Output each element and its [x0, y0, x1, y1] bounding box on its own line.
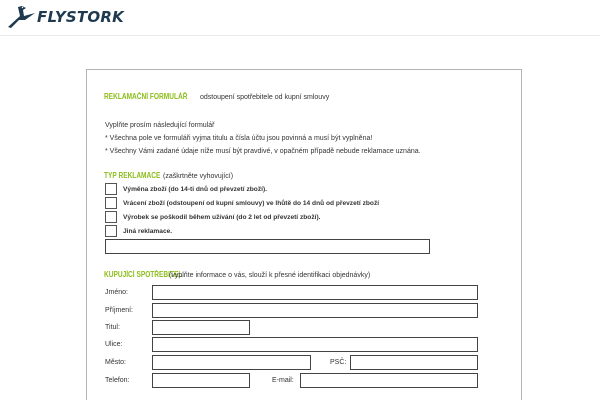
- email-label: E-mail:: [272, 377, 294, 384]
- phone-input[interactable]: [152, 373, 250, 388]
- last-name-input[interactable]: [152, 303, 478, 318]
- complaint-form: [86, 69, 522, 400]
- site-header: [0, 0, 600, 36]
- first-name-label: Jméno:: [105, 289, 128, 296]
- last-name-label: Příjmení:: [105, 307, 134, 314]
- brand-logo[interactable]: [6, 4, 124, 30]
- checkbox-other[interactable]: [105, 225, 117, 237]
- street-input[interactable]: [152, 337, 478, 352]
- zip-input[interactable]: [350, 355, 478, 370]
- title-input[interactable]: [152, 320, 250, 335]
- option-damaged-label: Výrobek se poškodil během užívání (do 2 let od převzetí zboží).: [123, 214, 321, 221]
- street-label: Ulice:: [105, 341, 123, 348]
- option-return-label: Vrácení zboží (odstoupení od kupní smlouvy) ve lhůtě do 14 dnů od převzetí zboží: [123, 200, 380, 207]
- form-note-required: * Všechna pole ve formuláři vyjma titulu a čísla účtu jsou povinná a musí být vyplněna!: [105, 135, 373, 142]
- email-input[interactable]: [300, 373, 478, 388]
- checkbox-return[interactable]: [105, 197, 117, 209]
- city-label: Město:: [105, 359, 127, 366]
- other-complaint-input[interactable]: [105, 239, 430, 254]
- option-other-label: Jiná reklamace.: [123, 228, 173, 235]
- first-name-input[interactable]: [152, 285, 478, 300]
- checkbox-exchange[interactable]: [105, 183, 117, 195]
- buyer-hint: (vyplňte informace o vás, slouží k přesné identifikaci objednávky): [169, 272, 371, 279]
- form-intro: Vyplňte prosím následující formulář: [105, 122, 215, 129]
- city-input[interactable]: [152, 355, 311, 370]
- complaint-type-hint: (zaškrtněte vyhovující): [163, 173, 234, 180]
- stork-icon: [6, 4, 36, 30]
- checkbox-damaged[interactable]: [105, 211, 117, 223]
- phone-label: Telefon:: [105, 377, 130, 384]
- buyer-heading: KUPUJÍCÍ SPOTŘEBITEL: [104, 270, 183, 279]
- zip-label: PSČ:: [330, 359, 347, 366]
- complaint-type-heading: TYP REKLAMACE: [104, 171, 161, 180]
- title-label: Titul:: [105, 324, 120, 331]
- form-subtitle: odstoupení spotřebitele od kupní smlouvy: [200, 94, 330, 101]
- option-exchange-label: Výměna zboží (do 14-ti dnů od převzetí zboží).: [123, 186, 267, 193]
- brand-name: FLYSTORK: [37, 8, 124, 26]
- form-note-truthful: * Všechny Vámi zadané údaje níže musí být pravdivé, v opačném případě nebude reklamace uznána.: [105, 148, 421, 155]
- form-title: REKLAMAČNÍ FORMULÁŘ: [104, 92, 188, 101]
